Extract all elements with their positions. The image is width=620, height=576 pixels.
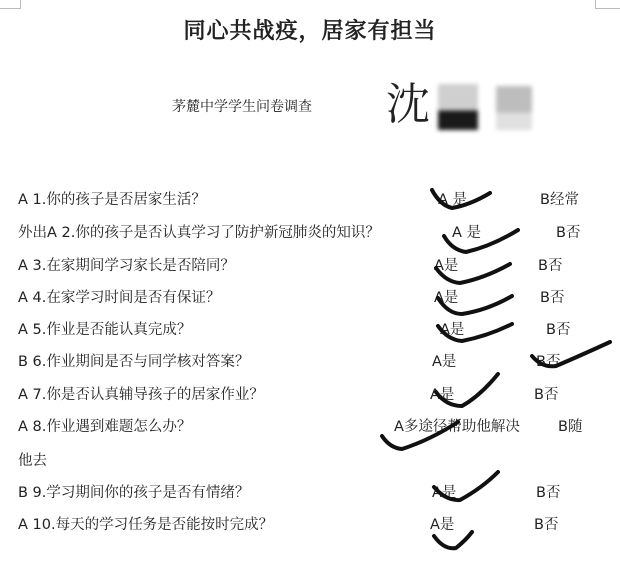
- question-6: B 6.作业期间是否与同学核对答案？: [18, 354, 250, 370]
- handwritten-name: 沈: [386, 79, 430, 130]
- option-b-3: B否: [538, 258, 563, 274]
- option-a-1: A 是: [438, 192, 468, 208]
- question-5: A 5.作业是否能认真完成？: [18, 322, 192, 338]
- option-b-8: B随: [558, 419, 583, 435]
- check-mark: [532, 342, 610, 366]
- option-a-7: A是: [430, 387, 455, 403]
- check-mark: [382, 422, 458, 449]
- option-a-8: A多途径帮助他解决: [394, 419, 520, 435]
- option-b-7: B否: [534, 387, 559, 403]
- question-9: B 9.学习期间你的孩子是否有情绪？: [18, 485, 250, 501]
- page-title: 同心共战疫，居家有担当: [183, 19, 437, 44]
- option-a-10: A是: [430, 517, 455, 533]
- option-b-4: B否: [540, 290, 565, 306]
- option-a-4: A是: [434, 290, 459, 306]
- check-mark: [438, 296, 512, 314]
- question-4: A 4.在家学习时间是否有保证？: [18, 290, 221, 306]
- option-a-6: A是: [432, 354, 457, 370]
- option-a-3: A是: [434, 258, 459, 274]
- check-mark: [434, 472, 498, 500]
- question-3: A 3.在家期间学习家长是否陪同？: [18, 258, 235, 274]
- question-8-continuation: 他去: [18, 453, 47, 469]
- check-mark: [436, 264, 510, 283]
- question-2: 外出A 2.你的孩子是否认真学习了防护新冠肺炎的知识？: [18, 225, 380, 241]
- question-1: A 1.你的孩子是否居家生活？: [18, 192, 206, 208]
- option-b-10: B否: [534, 517, 559, 533]
- question-7: A 7.你是否认真辅导孩子的居家作业？: [18, 387, 264, 403]
- question-8: A 8.作业遇到难题怎么办？: [18, 419, 192, 435]
- option-a-9: A是: [432, 485, 457, 501]
- check-mark: [434, 532, 472, 548]
- option-b-1: B经常: [540, 192, 579, 208]
- option-a-5: A是: [440, 322, 465, 338]
- check-mark: [438, 324, 512, 341]
- survey-subtitle: 茅麓中学学生问卷调查: [172, 99, 312, 115]
- check-mark: [432, 190, 490, 208]
- option-a-2: A 是: [452, 225, 482, 241]
- question-10: A 10.每天的学习任务是否能按时完成？: [18, 517, 274, 533]
- option-b-6: B否: [536, 354, 561, 370]
- option-b-2: B否: [556, 225, 581, 241]
- check-mark: [444, 230, 518, 252]
- check-mark: [436, 374, 498, 406]
- option-b-9: B否: [536, 485, 561, 501]
- option-b-5: B否: [546, 322, 571, 338]
